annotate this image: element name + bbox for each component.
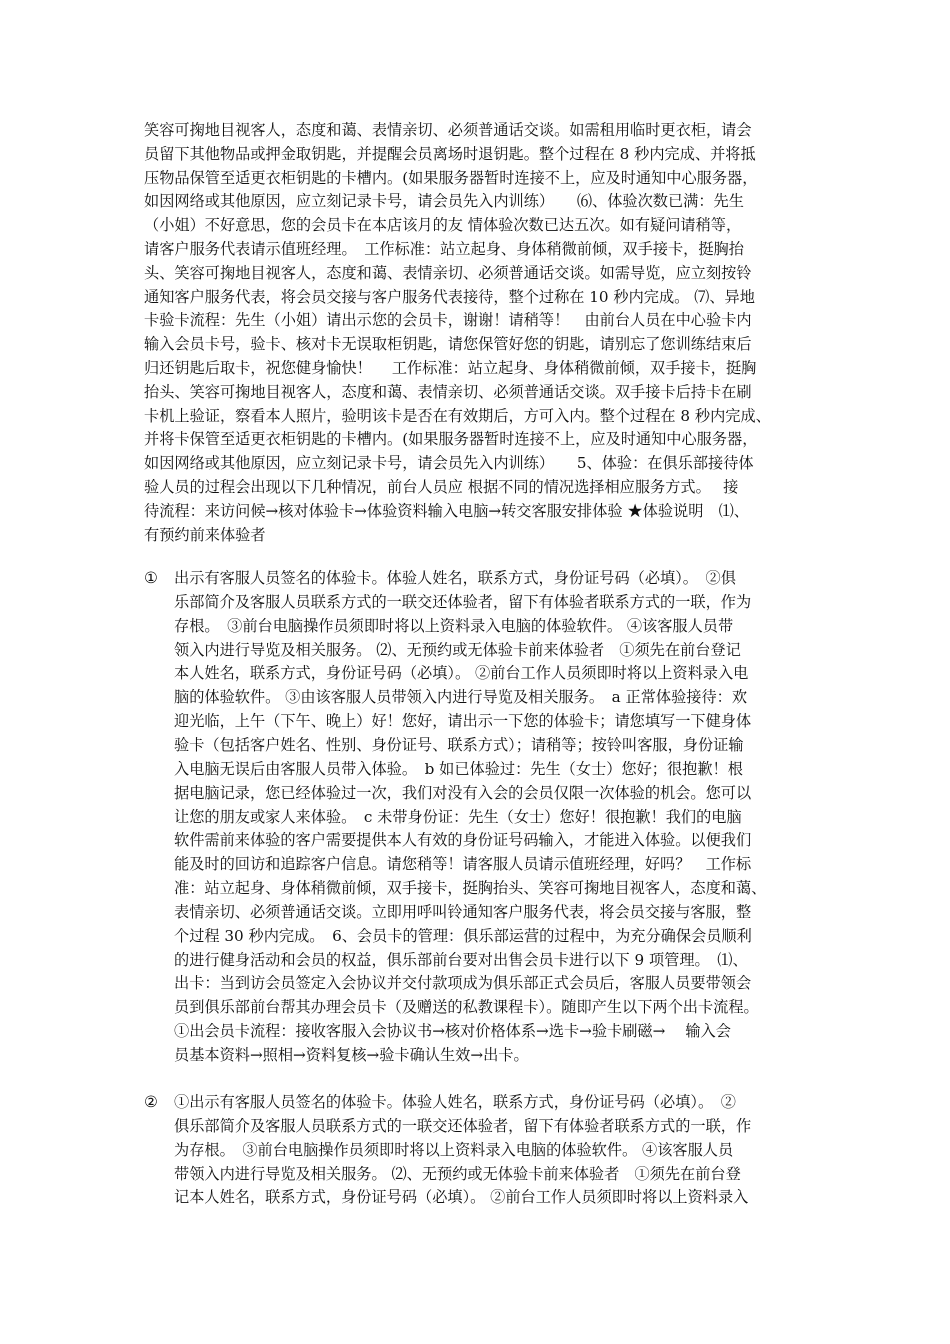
text-line: 表情亲切、必须普通话交谈。立即用呼叫铃通知客户服务代表，将会员交接与客服，整 — [174, 902, 752, 921]
text-line: 头、笑容可掬地目视客人，态度和蔼、表情亲切、必须普通话交谈。如需导览，应立刻按铃 — [144, 263, 752, 282]
text-line: 乐部简介及客服人员联系方式的一联交还体验者，留下有体验者联系方式的一联，作为 — [174, 592, 752, 611]
text-line: 待流程：来访问候→核对体验卡→体验资料输入电脑→转交客服安排体验 ★体验说明 ⑴、 — [144, 501, 749, 520]
text-line: 如因网络或其他原因，应立刻记录卡号，请会员先入内训练） ⑹、体验次数已满：先生 — [144, 192, 744, 211]
text-line: 出卡：当到访会员签定入会协议并交付款项成为俱乐部正式会员后，客服人员要带领会 — [174, 974, 752, 993]
text-line: 领入内进行导览及相关服务。 ⑵、无预约或无体验卡前来体验者 ①须先在前台登记 — [174, 640, 741, 659]
text-line: 的进行健身活动和会员的权益，俱乐部前台要对出售会员卡进行以下 9 项管理。 ⑴、 — [174, 950, 748, 969]
list-marker-2: ② — [144, 1093, 158, 1111]
text-line: 本人姓名，联系方式，身份证号码（必填）。 ②前台工作人员须即时将以上资料录入电 — [174, 664, 749, 683]
text-line: 验人员的过程会出现以下几种情况，前台人员应 根据不同的情况选择相应服务方式。 接 — [144, 478, 739, 496]
text-line: 抬头、笑容可掬地目视客人，态度和蔼、表情亲切、必须普通话交谈。双手接卡后持卡在刷 — [144, 382, 752, 401]
text-line: 据电脑记录，您已经体验过一次，我们对没有入会的会员仅限一次体验的机会。您可以 — [174, 783, 752, 802]
text-line: 如因网络或其他原因，应立刻记录卡号，请会员先入内训练） 5、体验：在俱乐部接待体 — [144, 454, 754, 473]
text-line: 让您的朋友或家人来体验。 c 未带身份证：先生（女士）您好！很抱歉！我们的电脑 — [174, 807, 742, 826]
text-line: 为存根。 ③前台电脑操作员须即时将以上资料录入电脑的体验软件。 ④该客服人员 — [174, 1140, 734, 1159]
text-line: 卡机上验证，察看本人照片，验明该卡是否在有效期后，方可入内。整个过程在 8 秒内完成、 — [144, 406, 771, 425]
text-line: 迎光临，上午（下午、晚上）好！您好，请出示一下您的体验卡；请您填写一下健身体 — [174, 712, 752, 731]
text-line: 员到俱乐部前台帮其办理会员卡（及赠送的私教课程卡）。随即产生以下两个出卡流程。 — [174, 998, 759, 1017]
text-line: 个过程 30 秒内完成。 6、会员卡的管理：俱乐部运营的过程中，为充分确保会员顺利 — [174, 926, 752, 945]
text-line: 有预约前来体验者 — [144, 525, 266, 544]
text-line: 入电脑无误后由客服人员带入体验。 b 如已体验过：先生（女士）您好；很抱歉！根 — [174, 759, 743, 778]
text-line: 压物品保管至适更衣柜钥匙的卡槽内。(如果服务器暂时连接不上，应及时通知中心服务器， — [144, 168, 758, 187]
text-line: 请客户服务代表请示值班经理。 工作标准：站立起身、身体稍微前倾，双手接卡，挺胸抬 — [144, 240, 744, 258]
text-line: 员基本资料→照相→资料复核→验卡确认生效→出卡。 — [174, 1046, 529, 1064]
text-line: 员留下其他物品或押金取钥匙，并提醒会员离场时退钥匙。整个过程在 8 秒内完成、并将抵 — [144, 144, 756, 163]
text-line: 软件需前来体验的客户需要提供本人有效的身份证号码输入，才能进入体验。以便我们 — [174, 831, 752, 850]
text-line: 能及时的回访和追踪客户信息。请您稍等！请客服人员请示值班经理，好吗？ 工作标 — [174, 855, 752, 874]
text-line: ①出会员卡流程：接收客服入会协议书→核对价格体系→选卡→验卡刷磁→ 输入会 — [174, 1022, 731, 1041]
text-line: 带领入内进行导览及相关服务。 ⑵、无预约或无体验卡前来体验者 ①须先在前台登 — [174, 1164, 741, 1183]
text-line: 存根。 ③前台电脑操作员须即时将以上资料录入电脑的体验软件。 ④该客服人员带 — [174, 616, 734, 635]
text-line: 通知客户服务代表，将会员交接与客户服务代表接待，整个过称在 10 秒内完成。 ⑺、异地 — [144, 287, 755, 306]
text-line: 卡验卡流程：先生（小姐）请出示您的会员卡，谢谢！请稍等！ 由前台人员在中心验卡内 — [144, 311, 752, 330]
text-line: ①出示有客服人员签名的体验卡。体验人姓名，联系方式，身份证号码（必填）。 ② — [174, 1093, 736, 1111]
text-line: 并将卡保管至适更衣柜钥匙的卡槽内。(如果服务器暂时连接不上，应及时通知中心服务器， — [144, 430, 758, 449]
text-line: 准：站立起身、身体稍微前倾，双手接卡，挺胸抬头、笑容可掬地目视客人，态度和蔼、 — [174, 879, 767, 898]
text-line: 验卡（包括客户姓名、性别、身份证号、联系方式）；请稍等；按铃叫客服，身份证输 — [174, 735, 744, 754]
text-line: 笑容可掬地目视客人，态度和蔼、表情亲切、必须普通话交谈。如需租用临时更衣柜，请会 — [144, 121, 752, 139]
list-marker-1: ① — [144, 569, 158, 587]
text-line: （小姐）不好意思，您的会员卡在本店该月的友 情体验次数已达五次。如有疑问请稍等， — [144, 216, 742, 235]
text-line: 归还钥匙后取卡，祝您健身愉快！ 工作标准：站立起身、身体稍微前倾，双手接卡，挺胸 — [144, 359, 757, 377]
text-line: 记本人姓名，联系方式，身份证号码（必填）。 ②前台工作人员须即时将以上资料录入 — [174, 1188, 749, 1207]
text-line: 俱乐部简介及客服人员联系方式的一联交还体验者，留下有体验者联系方式的一联，作 — [174, 1116, 752, 1135]
text-line: 输入会员卡号，验卡、核对卡无误取柜钥匙，请您保管好您的钥匙，请别忘了您训练结束后 — [144, 335, 752, 354]
text-line: 出示有客服人员签名的体验卡。体验人姓名，联系方式，身份证号码（必填）。 ②俱 — [174, 569, 736, 587]
text-line: 脑的体验软件。 ③由该客服人员带领入内进行导览及相关服务。 a 正常体验接待：欢 — [174, 688, 748, 707]
